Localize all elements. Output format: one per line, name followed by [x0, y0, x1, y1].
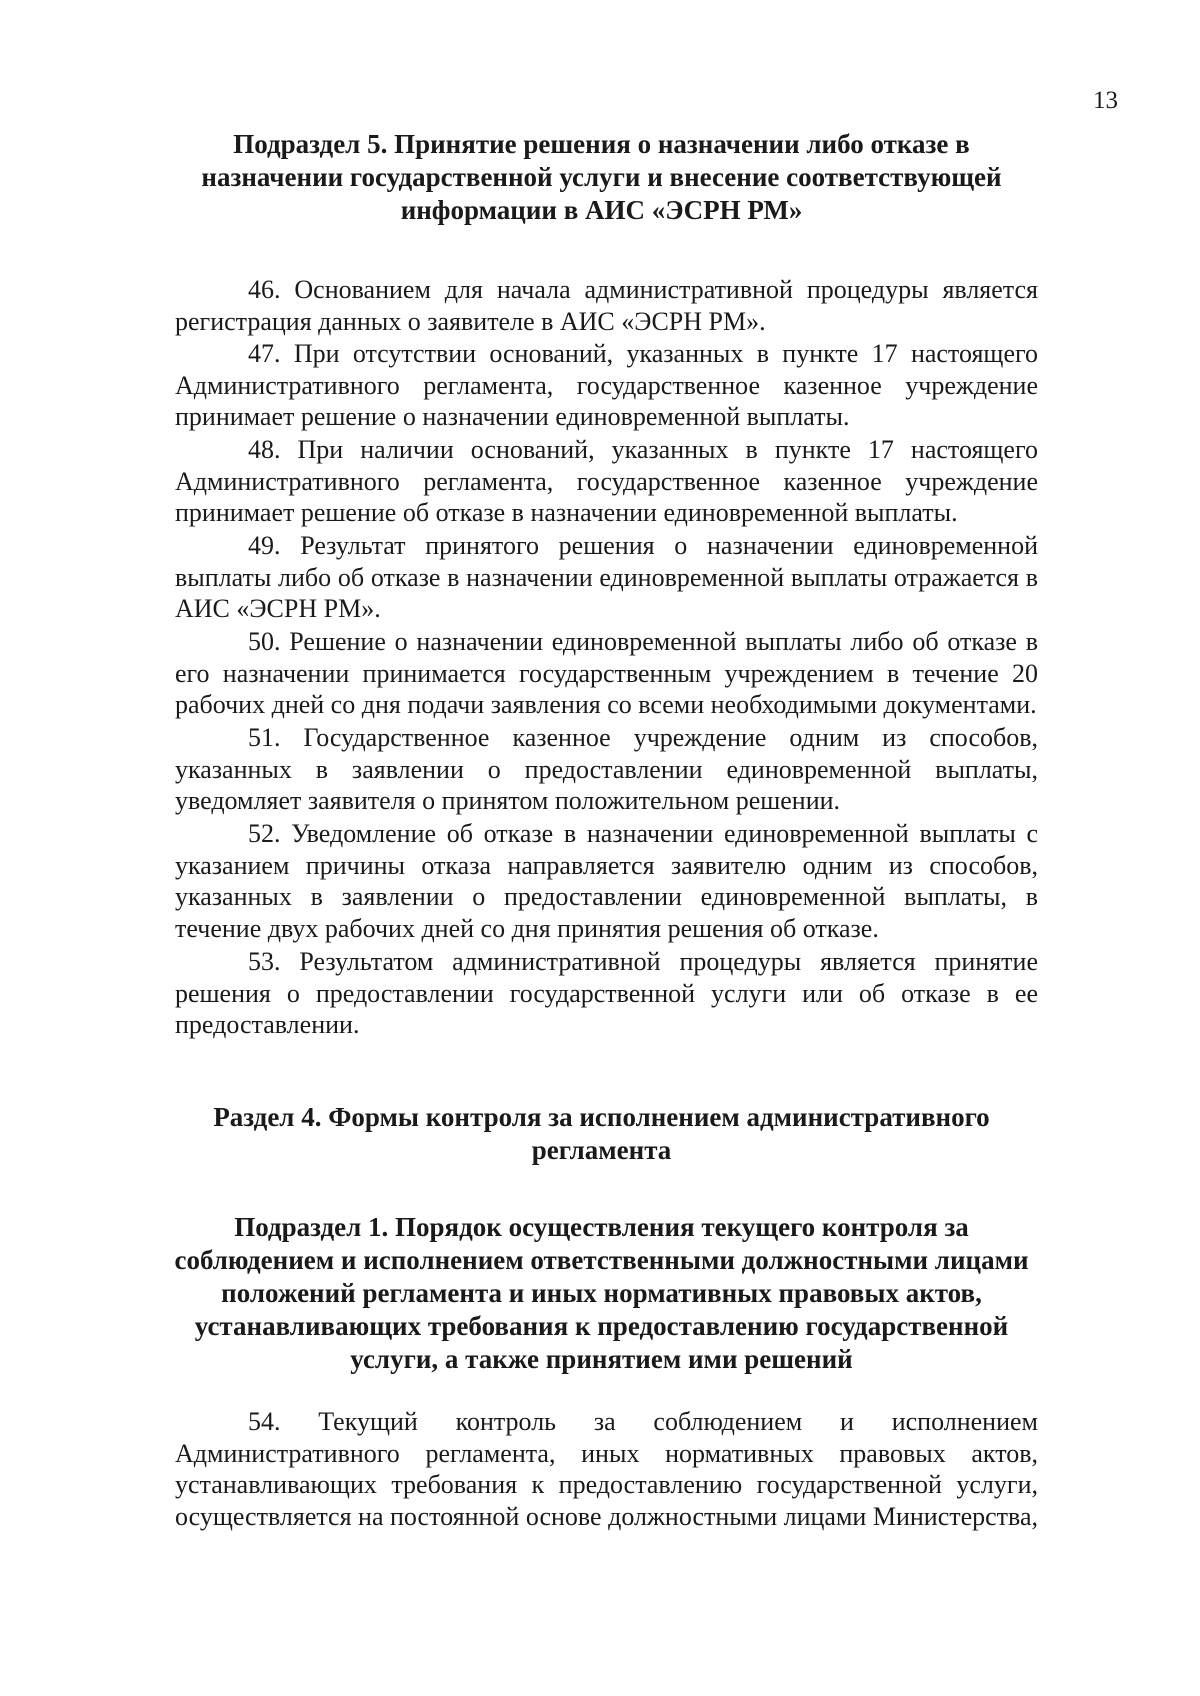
subsection-1-heading: Подраздел 1. Порядок осуществления текущего контроля за соблюдением и исполнением ответственными должностными лицами положений регламента и иных нормативных правовых актов, устанавливающих требования к предоставлению государственной услуги, а также принятием ими решений: [174, 1212, 1029, 1374]
paragraph-46: 46. Основанием для начала административной процедуры является регистрация данных о заявителе в АИС «ЭСРН РМ».: [175, 275, 1038, 336]
page-number: 13: [1093, 87, 1118, 114]
subsection-5-heading: Подраздел 5. Принятие решения о назначении либо отказе в назначении государственной услуги и внесение соответствующей информации в АИС «ЭСРН РМ»: [201, 129, 1002, 225]
paragraph-52: 52. Уведомление об отказе в назначении единовременной выплаты с указанием причины отказа направляется заявителю одним из способов, указанных в заявлении о предоставлении единовременной выплаты, в течение двух рабочих дней со дня принятия решения об отказе.: [175, 819, 1038, 943]
paragraph-47: 47. При отсутствии оснований, указанных в пункте 17 настоящего Административного регламента, государственное казенное учреждение принимает решение о назначении единовременной выплаты.: [175, 339, 1038, 431]
paragraph-54: 54. Текущий контроль за соблюдением и исполнением Административного регламента, иных нормативных правовых актов, устанавливающих требования к предоставлению государственной услуги, осуществляется на постоянной основе должностными лицами Министерства,: [175, 1407, 1039, 1531]
paragraph-53: 53. Результатом административной процедуры является принятие решения о предоставлении государственной услуги или об отказе в ее предоставлении.: [175, 947, 1038, 1039]
paragraph-48: 48. При наличии оснований, указанных в пункте 17 настоящего Административного регламента, государственное казенное учреждение принимает решение об отказе в назначении единовременной выплаты.: [175, 435, 1038, 527]
section-4-heading: Раздел 4. Формы контроля за исполнением административного регламента: [213, 1102, 990, 1165]
paragraph-51: 51. Государственное казенное учреждение одним из способов, указанных в заявлении о предоставлении единовременной выплаты, уведомляет заявителя о принятом положительном решении.: [175, 723, 1038, 815]
paragraph-49: 49. Результат принятого решения о назначении единовременной выплаты либо об отказе в назначении единовременной выплаты отражается в АИС «ЭСРН РМ».: [175, 531, 1038, 623]
paragraph-50: 50. Решение о назначении единовременной выплаты либо об отказе в его назначении принимается государственным учреждением в течение 20 рабочих дней со дня подачи заявления со всеми необходимыми документами.: [175, 627, 1038, 719]
